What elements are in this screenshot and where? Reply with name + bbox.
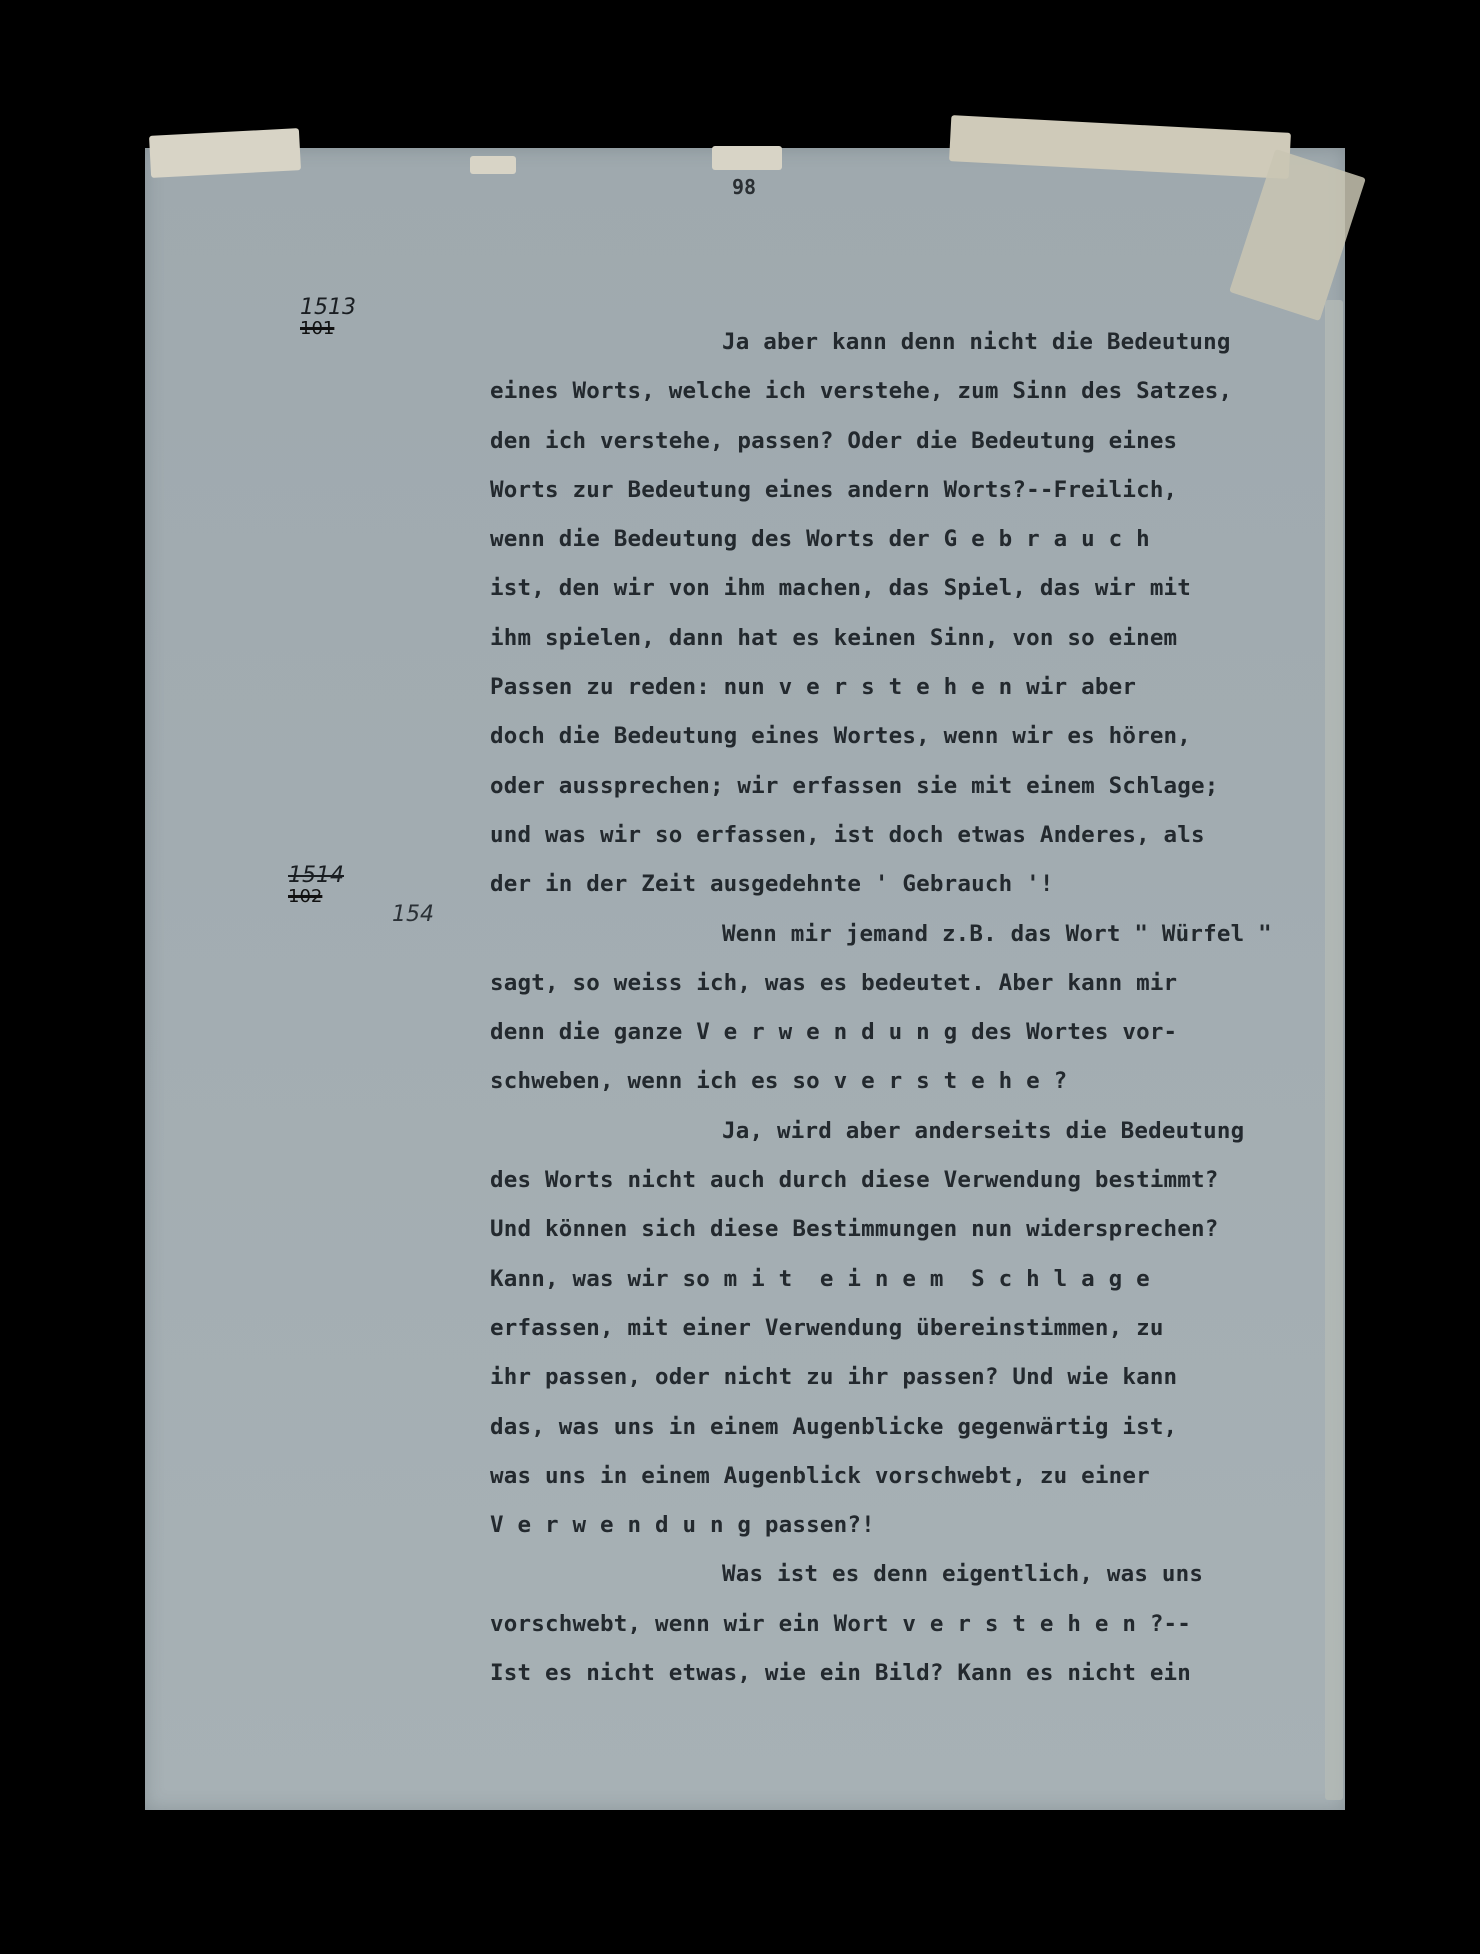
text-line: doch die Bedeutung eines Wortes, wenn wir es hören, [490,723,1192,750]
text-line: vorschwebt, wenn wir ein Wort v e r s t e h e n ?-- [490,1610,1192,1637]
text-line: Ja, wird aber anderseits die Bedeutung [722,1117,1245,1144]
text-line: Kann, was wir so m i t e i n e m S c h l a g e [490,1265,1150,1292]
margin-note-number: 1513 [300,295,356,320]
margin-note-struck-number: 101 [300,318,335,339]
text-line: Passen zu reden: nun v e r s t e h e n wir aber [490,674,1137,701]
text-line: denn die ganze V e r w e n d u n g des Wortes vor- [490,1019,1178,1046]
text-line: das, was uns in einem Augenblicke gegenwärtig ist, [490,1413,1178,1440]
text-line: wenn die Bedeutung des Worts der G e b r a u c h [490,526,1150,553]
text-line: sagt, so weiss ich, was es bedeutet. Aber kann mir [490,969,1178,996]
margin-note-struck-number: 102 [288,886,323,907]
text-line: ihr passen, oder nicht zu ihr passen? Und wie kann [490,1364,1178,1391]
text-line: eines Worts, welche ich verstehe, zum Sinn des Satzes, [490,378,1233,405]
margin-note-number: 1514 [288,863,344,888]
text-line: was uns in einem Augenblick vorschwebt, zu einer [490,1462,1150,1489]
margin-note-1 [300,295,356,339]
torn-edge [470,156,516,174]
torn-edge [149,128,301,178]
text-line: Wenn mir jemand z.B. das Wort " Würfel " [722,920,1272,947]
text-line: Worts zur Bedeutung eines andern Worts?--Freilich, [490,476,1178,503]
text-line: Ist es nicht etwas, wie ein Bild? Kann es nicht ein [490,1660,1192,1687]
text-line: V e r w e n d u n g passen?! [490,1512,875,1539]
paper-edge-shadow [1325,300,1343,1800]
text-line: ist, den wir von ihm machen, das Spiel, das wir mit [490,575,1192,602]
text-line: und was wir so erfassen, ist doch etwas Anderes, als [490,821,1205,848]
text-line: erfassen, mit einer Verwendung übereinstimmen, zu [490,1314,1164,1341]
text-line: Ja aber kann denn nicht die Bedeutung [722,329,1231,355]
text-line: schweben, wenn ich es so v e r s t e h e ? [490,1068,1068,1095]
text-line: ihm spielen, dann hat es keinen Sinn, von so einem [490,624,1178,651]
text-line: oder aussprechen; wir erfassen sie mit einem Schlage; [490,772,1219,799]
typewritten-text [490,318,1310,1698]
page-number: 98 [732,175,757,199]
text-line: Was ist es denn eigentlich, was uns [722,1561,1204,1588]
torn-edge [712,146,782,170]
margin-note-added-number: 154 [392,902,434,927]
text-line: des Worts nicht auch durch diese Verwendung bestimmt? [490,1167,1219,1194]
margin-note-2 [288,863,344,907]
text-line: der in der Zeit ausgedehnte ' Gebrauch '! [490,871,1054,898]
text-line: den ich verstehe, passen? Oder die Bedeutung eines [490,427,1178,454]
text-line: Und können sich diese Bestimmungen nun widersprechen? [490,1216,1219,1243]
